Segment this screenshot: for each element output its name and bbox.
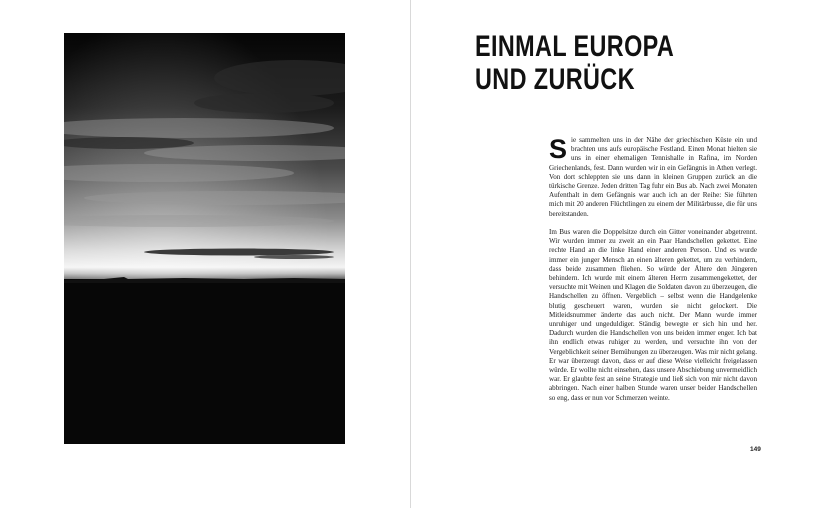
paragraph-2: Im Bus waren die Doppelsitze durch ein Gitter voneinander abgetrennt. Wir wurden immer zu zweit an ein Paar Handschellen gekettet. Eine rechte Hand an die linke Hand einer anderen Person. Und es wurde immer ein junger Mensch an einen älteren gekettet, um zu verhindern, dass beide zusammen fliehen. So würde der Ältere den Jüngeren behindern. Ich wurde mit einem älteren Herrn zusammengekettet, der versuchte mit Weinen und Klagen die Soldaten davon zu überzeugen, die Handschellen zu öffnen. Vergeblich – selbst wenn die Handgelenke blutig gescheuert waren, wurden sie nicht gelockert. Die Mitleidsnummer änderte das auch nicht. Der Mann wurde immer unruhiger und ungeduldiger. Ständig bewegte er sich hin und her. Dadurch wurden die Handschellen von uns beiden immer enger. Ich bat ihn endlich etwas ruhiger zu werden, und versuchte ihn von der Vergeblichkeit seiner Bemühungen zu überzeugen. Was mir nicht gelang. Er war überzeugt davon, dass er auf diese Weise vielleicht freigelassen würde. Er wollte nicht einsehen, dass unsere Abschiebung unvermeidlich war. Er glaubte fest an seine Strategie und ließ sich von mir nicht davon abbringen. Nach einer halben Stunde waren unser beider Handschellen so eng, dass er nun vor Schmerzen weinte. — [549, 228, 757, 402]
paragraph-1 — [549, 136, 757, 219]
article-title — [475, 30, 674, 96]
sky-photograph — [64, 33, 345, 444]
drop-cap: S — [549, 134, 568, 164]
paragraph-1-text: ie sammelten uns in der Nähe der griechischen Küste ein und brachten uns aufs europäische Festland. Einen Monat hielten sie uns in einer ehemaligen Tennishalle in Rafina, im Norden Griechenlands, fest. Dann wurden wir in ein Gefängnis in Athen verlegt. Von dort schleppten sie uns dann in kleinen Gruppen zurück an die türkische Grenze. Jeden dritten Tag fuhr ein Bus ab. Nach zwei Monaten Aufenthalt in dem Gefängnis war auch ich an der Reihe: Sie führten mich mit 20 anderen Flüchtlingen zu einem der Militärbusse, die für uns bereitstanden. — [549, 136, 757, 218]
title-line-2: UND ZURÜCK — [475, 63, 635, 96]
article-body — [549, 136, 757, 403]
page-number: 149 — [750, 446, 761, 453]
title-line-1: EINMAL EUROPA — [475, 30, 675, 63]
